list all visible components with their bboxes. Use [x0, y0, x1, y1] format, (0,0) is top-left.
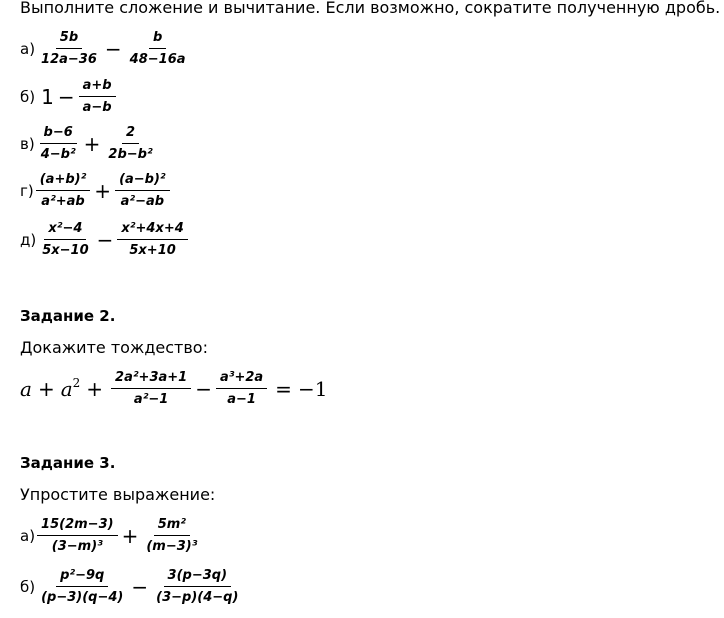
- denominator: a²−ab: [120, 194, 165, 209]
- fraction: [111, 370, 191, 407]
- denominator: a²−1: [133, 392, 169, 407]
- denominator: (3−m)³: [51, 539, 103, 554]
- fraction: [38, 221, 92, 258]
- operator: +: [37, 376, 55, 401]
- fraction: [126, 30, 190, 67]
- denominator: a²+ab: [41, 194, 85, 209]
- operator: −: [195, 376, 212, 401]
- numerator: (a+b)²: [36, 172, 91, 191]
- numerator: p²−9q: [56, 568, 108, 587]
- operator: +: [121, 523, 139, 548]
- task2-instruction: Докажите тождество:: [20, 338, 208, 357]
- denominator: a−1: [227, 392, 256, 407]
- task1-item-a: [20, 30, 192, 67]
- item-label: б): [20, 87, 36, 106]
- task1-instruction: Выполните сложение и вычитание. Если возможно, сократите полученную дробь.: [20, 0, 721, 17]
- task2-heading: Задание 2.: [20, 307, 116, 325]
- denominator: 2b−b²: [108, 147, 153, 162]
- fraction: [79, 78, 116, 115]
- fraction: [216, 370, 267, 407]
- denominator: (p−3)(q−4): [41, 590, 124, 605]
- denominator: 4−b²: [40, 147, 76, 162]
- operator: −: [57, 84, 75, 109]
- item-label: в): [20, 134, 35, 153]
- operator: −: [96, 227, 114, 252]
- leading-number: 1: [41, 84, 54, 109]
- numerator: x²+4x+4: [117, 221, 187, 240]
- task3-instruction: Упростите выражение:: [20, 485, 216, 504]
- fraction: [115, 172, 170, 209]
- operator: +: [83, 131, 101, 156]
- task1-item-v: [20, 125, 159, 162]
- variable-a: a: [20, 376, 32, 401]
- denominator: (3−p)(4−q): [156, 590, 239, 605]
- numerator: a+b: [79, 78, 116, 97]
- numerator: 15(2m−3): [37, 517, 118, 536]
- item-label: д): [20, 230, 37, 249]
- denominator: 5x−10: [42, 243, 89, 258]
- task1-item-d: [20, 221, 190, 258]
- numerator: b: [149, 30, 166, 49]
- denominator: 48−16a: [129, 52, 186, 67]
- numerator: 5b: [56, 30, 82, 49]
- task3-item-a: [20, 517, 203, 554]
- task1-item-b: [20, 78, 118, 115]
- fraction: [117, 221, 187, 258]
- variable-a-squared: a: [60, 376, 73, 401]
- numerator: x²−4: [44, 221, 86, 240]
- denominator: (m−3)³: [146, 539, 198, 554]
- item-label: а): [20, 526, 36, 545]
- numerator: 5m²: [154, 517, 190, 536]
- operator: +: [94, 178, 112, 203]
- task2-identity: [20, 370, 327, 407]
- equals-sign: =: [275, 376, 292, 401]
- numerator: 2a²+3a+1: [111, 370, 191, 389]
- fraction: [152, 568, 242, 605]
- exponent: 2: [72, 376, 81, 390]
- operator: +: [86, 376, 104, 401]
- operator: −: [104, 36, 122, 61]
- right-hand-side: −1: [297, 376, 328, 401]
- numerator: b−6: [40, 125, 77, 144]
- denominator: a−b: [82, 100, 112, 115]
- fraction: [37, 568, 127, 605]
- task1-item-g: [20, 172, 172, 209]
- fraction: [36, 172, 91, 209]
- numerator: 2: [122, 125, 139, 144]
- item-label: б): [20, 577, 36, 596]
- item-label: а): [20, 39, 36, 58]
- denominator: 12a−36: [41, 52, 97, 67]
- fraction: [37, 125, 80, 162]
- task3-item-b: [20, 568, 244, 605]
- numerator: (a−b)²: [115, 172, 170, 191]
- task3-heading: Задание 3.: [20, 454, 116, 472]
- numerator: 3(p−3q): [164, 568, 231, 587]
- item-label: г): [20, 181, 34, 200]
- fraction: [37, 517, 118, 554]
- fraction: [37, 30, 101, 67]
- denominator: 5x+10: [129, 243, 176, 258]
- fraction: [104, 125, 156, 162]
- operator: −: [131, 574, 149, 599]
- numerator: a³+2a: [216, 370, 267, 389]
- fraction: [142, 517, 201, 554]
